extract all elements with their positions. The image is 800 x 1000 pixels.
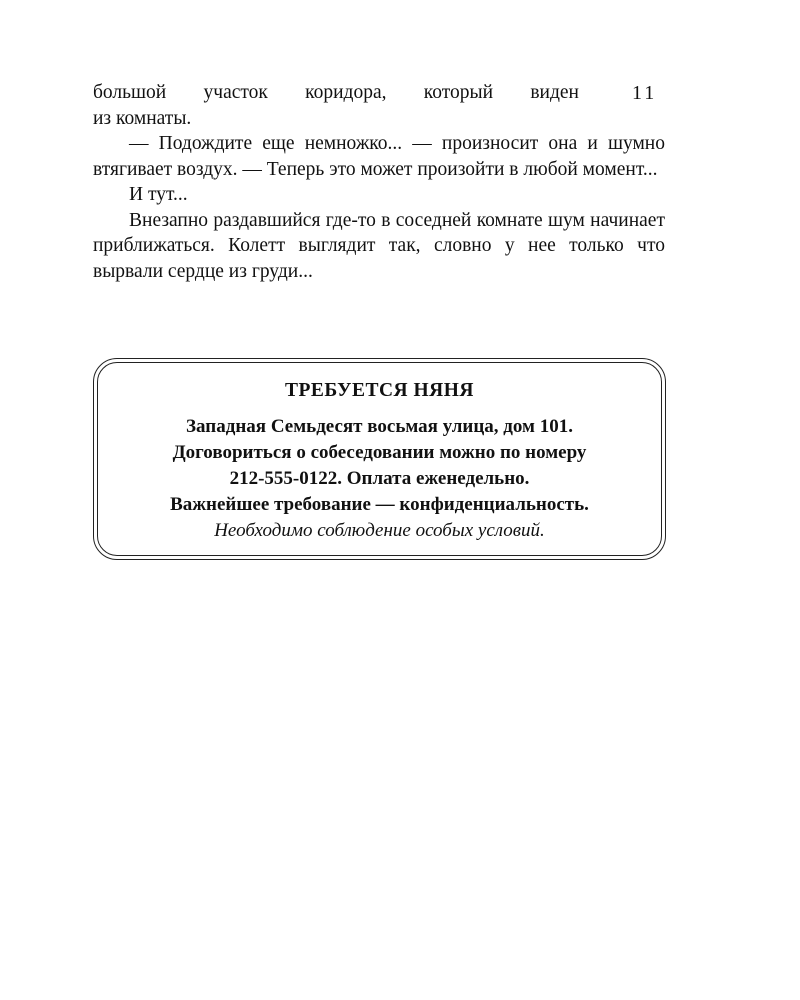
paragraph-1-line-2: из комнаты. — [93, 107, 192, 129]
paragraph-1 — [93, 80, 665, 131]
advertisement-requirement: Важнейшее требование — конфиденциальность. — [170, 494, 589, 515]
advertisement-title: ТРЕБУЕТСЯ НЯНЯ — [285, 380, 474, 401]
advertisement-address: Западная Семьдесят восьмая улица, дом 101. — [186, 416, 573, 437]
paragraph-4: Внезапно раздавшийся где-то в соседней комнате шум начинает приближаться. Колетт выглядит так, словно у нее только что вырвали сердце из груди... — [93, 209, 665, 282]
advertisement-conditions: Необходимо соблюдение особых условий. — [214, 520, 545, 541]
body-text — [93, 80, 665, 284]
paragraph-1-line-1: большой участок коридора, который виден — [93, 82, 579, 103]
paragraph-2: — Подождите еще немножко... — произносит она и шумно втягивает воздух. — Теперь это может произойти в любой момент... — [93, 133, 665, 180]
advertisement-inner-frame — [97, 362, 662, 556]
advertisement-box — [93, 358, 666, 560]
paragraph-3: И тут... — [129, 184, 188, 205]
page-number: 11 — [632, 82, 658, 104]
advertisement-interview: Договориться о собеседовании можно по номеру — [172, 442, 587, 463]
advertisement-phone: 212-555-0122. Оплата еженедельно. — [229, 468, 530, 489]
